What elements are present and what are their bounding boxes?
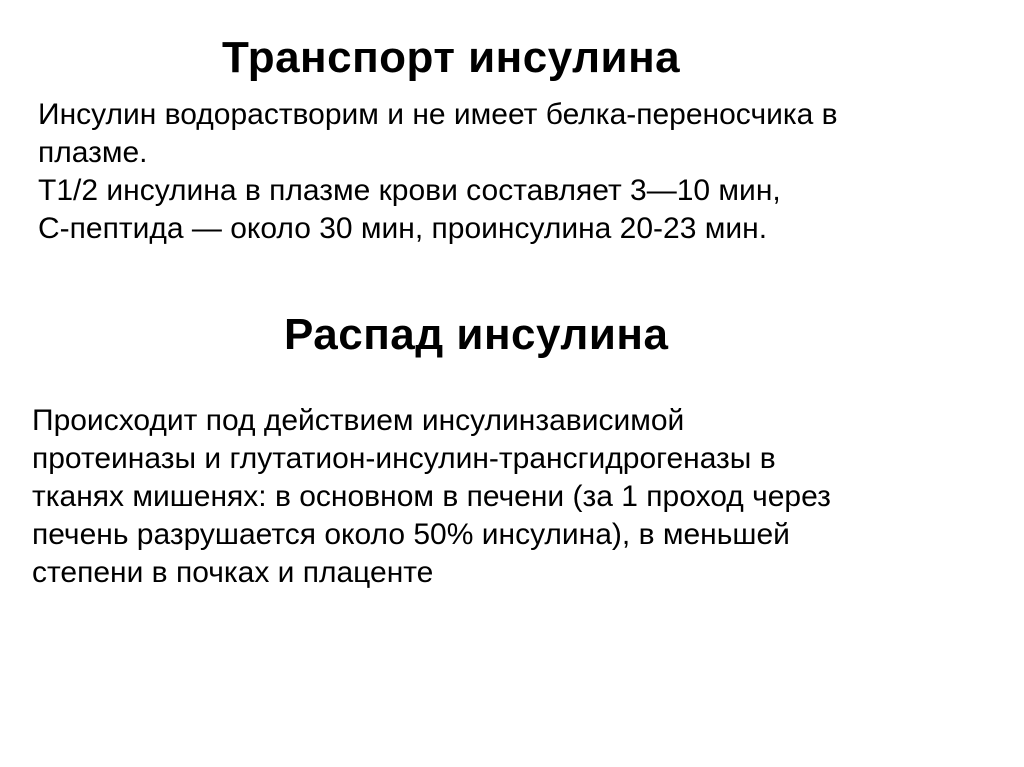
transport-text-line: Т1/2 инсулина в плазме крови составляет 3—10 мин, [38, 174, 781, 207]
degradation-text-line: Происходит под действием инсулинзависимой [32, 404, 685, 437]
degradation-text-line: степени в почках и плаценте [32, 556, 434, 589]
degradation-text-line: протеиназы и глутатион-инсулин-трансгидрогеназы в [32, 442, 776, 475]
transport-text-line: плазме. [38, 136, 148, 169]
section-title-transport: Транспорт инсулина [222, 33, 681, 82]
degradation-text-line: печень разрушается около 50% инсулина), в меньшей [32, 518, 790, 551]
section-title-degradation: Распад инсулина [284, 310, 669, 359]
transport-text-line: С-пептида — около 30 мин, проинсулина 20-23 мин. [38, 212, 768, 245]
degradation-text-line: тканях мишенях: в основном в печени (за 1 проход через [32, 480, 831, 513]
degradation-text-block [32, 402, 831, 592]
transport-text-line: Инсулин водорастворим и не имеет белка-переносчика в [38, 98, 838, 131]
transport-text-block [38, 96, 838, 248]
